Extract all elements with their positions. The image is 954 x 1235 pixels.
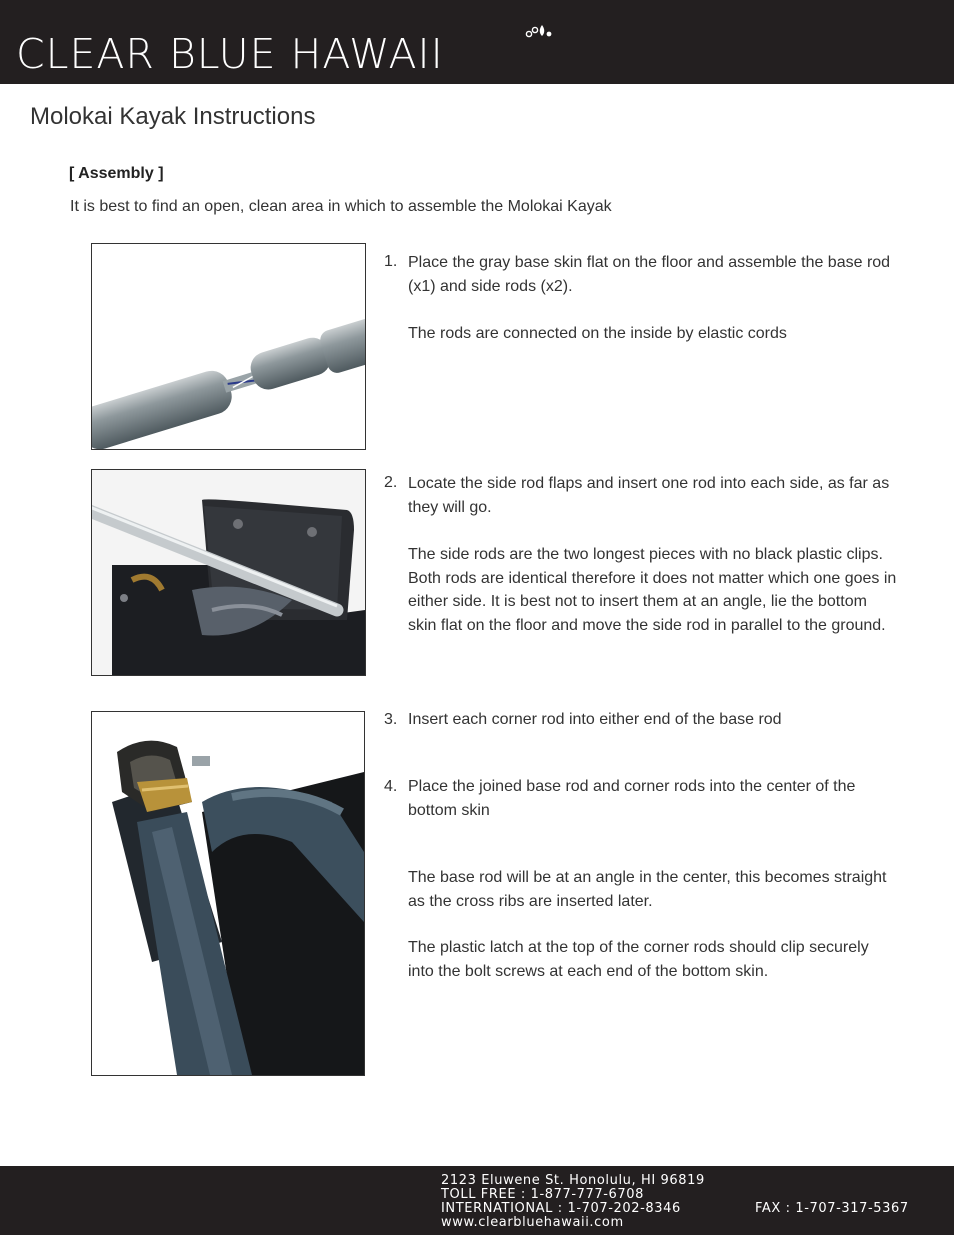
flower-logo-icon — [524, 22, 552, 40]
brand-logo-text: CLEAR BLUE HAWAII — [16, 30, 444, 78]
intro-text: It is best to find an open, clean area in which to assemble the Molokai Kayak — [70, 198, 612, 215]
step-2-number: 2. — [384, 474, 398, 491]
step-2-note: The side rods are the two longest pieces with no black plastic clips. Both rods are identical therefore it does not matter which one goes in either side. It is best not to insert them at an angle, lie the bottom skin flat on the floor and move the side rod in parallel to the ground. — [408, 546, 897, 634]
fax-number: FAX : 1-707-317-5367 — [755, 1201, 909, 1216]
corner-rod-photo — [91, 711, 365, 1076]
toll-free-phone: TOLL FREE : 1-877-777-6708 — [441, 1187, 645, 1202]
website-link[interactable]: www.clearbluehawaii.com — [441, 1215, 624, 1230]
page-header — [0, 0, 954, 84]
step-4-note-1: The base rod will be at an angle in the center, this becomes straight as the cross ribs are inserted later. — [408, 869, 887, 910]
contact-block — [441, 1173, 909, 1230]
rod-connection-photo — [91, 243, 366, 450]
international-phone: INTERNATIONAL : 1-707-202-8346 — [441, 1201, 681, 1216]
step-2-text: Locate the side rod flaps and insert one rod into each side, as far as they will go. — [408, 475, 890, 516]
step-4-number: 4. — [384, 778, 398, 795]
page-footer — [0, 1166, 954, 1235]
step-1-note: The rods are connected on the inside by elastic cords — [408, 325, 787, 342]
step-4-note-2: The plastic latch at the top of the corner rods should clip securely into the bolt screws at each end of the bottom skin. — [408, 939, 869, 980]
step-4-text: Place the joined base rod and corner rods into the center of the bottom skin — [408, 778, 856, 819]
street-address: 2123 Eluwene St. Honolulu, HI 96819 — [441, 1173, 705, 1188]
side-rod-flap-photo — [91, 469, 366, 676]
step-3-number: 3. — [384, 711, 398, 728]
section-heading: [ Assembly ] — [69, 165, 164, 182]
document-title: Molokai Kayak Instructions — [30, 103, 316, 130]
step-3-text: Insert each corner rod into either end of the base rod — [408, 711, 782, 728]
step-1-text: Place the gray base skin flat on the floor and assemble the base rod (x1) and side rods (x2). — [408, 254, 891, 295]
step-1-number: 1. — [384, 253, 398, 270]
